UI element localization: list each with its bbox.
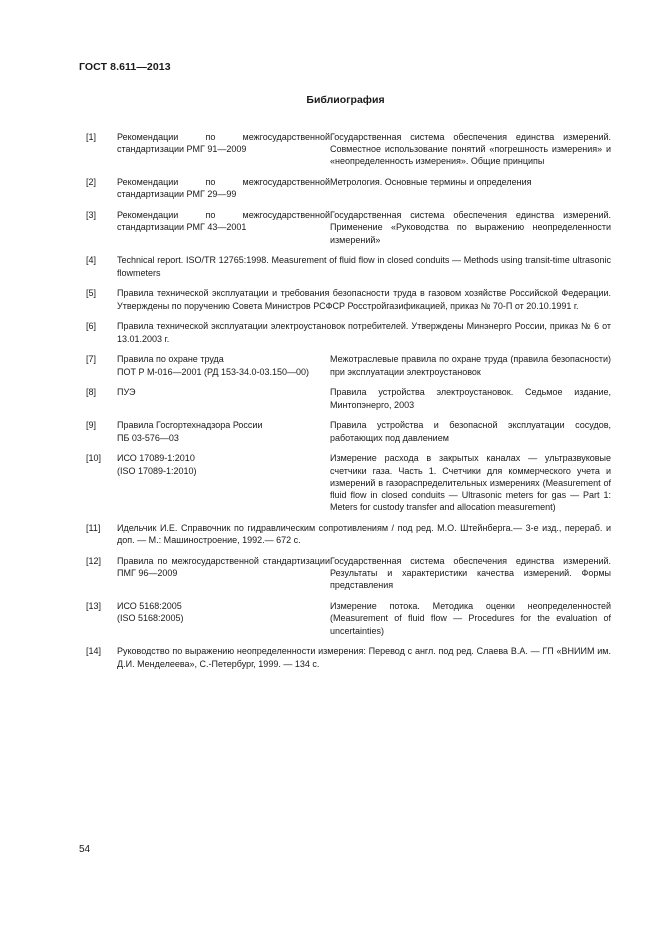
entry-number: [9]: [86, 420, 97, 431]
entry-source-line: ИСО 17089-1:2010: [117, 453, 195, 464]
entry-number: [4]: [86, 255, 97, 266]
entry-number: [7]: [86, 354, 97, 365]
bibliography-entry-10: [86, 452, 611, 513]
entry-title: Измерение потока. Методика оценки неопределенностей (Measurement of fluid flow — Procedures for the evaluation of uncertainties): [330, 601, 611, 636]
entry-source: Рекомендации по межгосударственной стандартизации РМГ 43—2001: [117, 210, 330, 233]
bibliography-entry-4: [86, 254, 611, 278]
entry-number: [14]: [86, 646, 102, 657]
entry-source-line: Правила по охране труда: [117, 354, 224, 365]
entry-text: Правила технической эксплуатации электроустановок потребителей. Утверждены Минэнерго России, приказ № 6 от 13.01.2003 г.: [117, 321, 611, 344]
bibliography-entry-14: [86, 645, 611, 669]
entry-source: Правила по межгосударственной стандартизации ПМГ 96—2009: [117, 556, 330, 579]
entry-title: Правила устройства и безопасной эксплуатации сосудов, работающих под давлением: [330, 420, 611, 443]
entry-number: [3]: [86, 210, 97, 221]
entry-number: [11]: [86, 523, 101, 534]
entry-source: Рекомендации по межгосударственной стандартизации РМГ 29—99: [117, 177, 330, 200]
bibliography-entry-2: [86, 176, 611, 200]
bibliography-entry-3: [86, 209, 611, 246]
entry-source: [117, 353, 330, 377]
bibliography-entry-5: [86, 287, 611, 311]
entry-text: Technical report. ISO/TR 12765:1998. Measurement of fluid flow in closed conduits — Methods using transit-time ultrasonic flowmeters: [117, 255, 611, 278]
bibliography-entry-9: [86, 419, 611, 443]
page-number: 54: [79, 844, 91, 855]
entry-source-line: ПОТ Р М-016—2001 (РД 153-34.0-03.150—00): [117, 366, 310, 377]
entry-title: Метрология. Основные термины и определения: [330, 177, 532, 188]
entry-source: [117, 419, 330, 443]
entry-title: Межотраслевые правила по охране труда (правила безопасности) при эксплуатации электроустановок: [330, 354, 611, 377]
entry-title: Измерение расхода в закрытых каналах — ультразвуковые счетчики газа. Часть 1. Счетчики для коммерческого учета и измерений в газораспределительных измерениях (Measurement of fluid flow in closed conduits — Ultrasonic meters for gas — Part 1: Meters for custody transfer and allocation measurement): [330, 453, 611, 513]
entry-number: [8]: [86, 387, 97, 398]
bibliography-entry-12: [86, 555, 611, 592]
entry-number: [6]: [86, 321, 97, 332]
entry-title: Государственная система обеспечения единства измерений. Применение «Руководства по выражению неопределенности измерений»: [330, 210, 611, 245]
page-title: Библиография: [306, 94, 385, 106]
entry-number: [2]: [86, 177, 97, 188]
entry-text: Руководство по выражению неопределенности измерения: Перевод с англ. под ред. Слаева В.А. — ГП «ВНИИМ им. Д.И. Менделеева», С.-Петербург, 1999. — 134 с.: [117, 646, 611, 669]
bibliography-entry-13: [86, 600, 611, 637]
entry-text: Идельчик И.Е. Справочник по гидравлическим сопротивлениям / под ред. М.О. Штейнберга.— 3-е изд., перераб. и доп. — М.: Машиностроение, 1992.— 672 с.: [117, 523, 611, 546]
bibliography-entry-1: [86, 131, 611, 168]
bibliography-list: [86, 131, 611, 678]
entry-title: Государственная система обеспечения единства измерений. Результаты и характеристики качества измерений. Формы представления: [330, 556, 611, 591]
entry-title: Правила устройства электроустановок. Седьмое издание, Минтопэнерго, 2003: [330, 387, 611, 410]
entry-title: Государственная система обеспечения единства измерений. Совместное использование понятий «погрешность измерения» и «неопределенность измерения». Общие принципы: [330, 132, 611, 167]
bibliography-entry-7: [86, 353, 611, 377]
entry-source-line: ПБ 03-576—03: [117, 432, 179, 443]
entry-source: [117, 452, 330, 513]
document-header: ГОСТ 8.611—2013: [79, 61, 171, 73]
entry-number: [13]: [86, 601, 102, 612]
entry-source-line: Правила Госгортехнадзора России: [117, 420, 263, 431]
bibliography-entry-11: [86, 522, 611, 546]
entry-source: [117, 600, 330, 637]
bibliography-entry-6: [86, 320, 611, 344]
entry-source: ПУЭ: [117, 387, 136, 398]
entry-number: [1]: [86, 132, 97, 142]
bibliography-entry-8: [86, 386, 611, 410]
entry-number: [10]: [86, 453, 102, 464]
entry-source-line: (ISO 17089-1:2010): [117, 465, 197, 476]
entry-source-line: ИСО 5168:2005: [117, 601, 182, 612]
entry-number: [5]: [86, 288, 97, 299]
entry-text: Правила технической эксплуатации и требования безопасности труда в газовом хозяйстве Российской Федерации. Утверждены по поручению Совета Министров РСФСР Росстройгазификацией, приказ № 70-П от 20.10.1991 г.: [117, 288, 611, 311]
entry-number: [12]: [86, 556, 102, 567]
entry-source: Рекомендации по межгосударственной стандартизации РМГ 91—2009: [117, 132, 330, 155]
entry-source-line: (ISO 5168:2005): [117, 613, 184, 624]
